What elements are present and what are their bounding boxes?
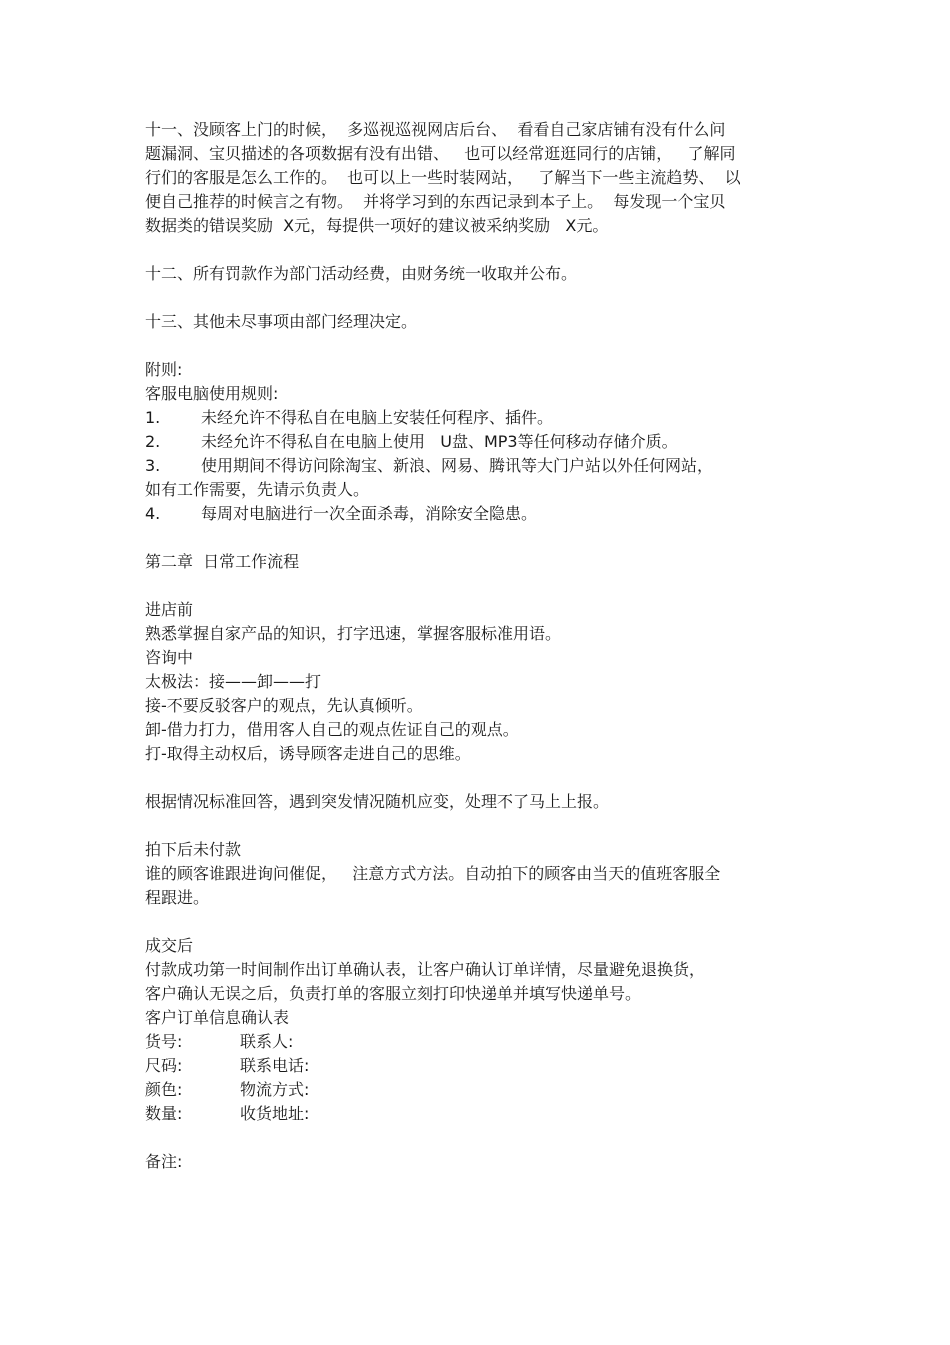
list-item <box>145 406 825 430</box>
sec12-paragraph: 十二、所有罚款作为部门活动经费，由财务统一收取并公布。 <box>145 264 578 283</box>
list-item-text: 未经允许不得私自在电脑上安装任何程序、插件。 <box>201 408 554 427</box>
form-title: 客户订单信息确认表 <box>145 1008 290 1027</box>
list-item-text: 使用期间不得访问除淘宝、新浪、网易、腾讯等大门户站以外任何网站， <box>201 456 714 475</box>
form-field-label: 联系电话: <box>240 1056 310 1075</box>
remark-label: 备注: <box>145 1152 183 1171</box>
form-field-label: 尺码: <box>145 1056 183 1075</box>
list-item-continuation: 如有工作需要，先请示负责人。 <box>145 480 370 499</box>
sec11-line-4: 便自己推荐的时候言之有物。 并将学习到的东西记录到本子上。 每发现一个宝贝 <box>145 192 726 211</box>
form-field-label: 联系人: <box>240 1032 294 1051</box>
step-jie: 接-不要反驳客户的观点，先认真倾听。 <box>145 696 423 715</box>
sec11-line-5: 数据类的错误奖励 X元，每提供一项好的建议被采纳奖励 X元。 <box>145 216 609 235</box>
form-row <box>145 1054 825 1078</box>
sec11-line-3: 行们的客服是怎么工作的。 也可以上一些时装网站， 了解当下一些主流趋势、 以 <box>145 168 741 187</box>
list-item-number: 1. <box>145 408 161 427</box>
form-field-label: 货号: <box>145 1032 183 1051</box>
appendix-title: 附则: <box>145 360 183 379</box>
deal-line-2: 客户确认无误之后，负责打单的客服立刻打印快递单并填写快递单号。 <box>145 984 642 1003</box>
document-page <box>145 118 825 1174</box>
heading-before-entry: 进店前 <box>145 600 194 619</box>
appendix-subtitle: 客服电脑使用规则: <box>145 384 279 403</box>
list-item <box>145 430 825 454</box>
list-item <box>145 502 825 526</box>
chapter-title: 第二章 日常工作流程 <box>145 552 300 571</box>
form-field-label: 物流方式: <box>240 1080 310 1099</box>
form-row <box>145 1030 825 1054</box>
step-xie: 卸-借力打力，借用客人自己的观点佐证自己的观点。 <box>145 720 519 739</box>
heading-consulting: 咨询中 <box>145 648 194 667</box>
list-item-number: 3. <box>145 456 161 475</box>
unpaid-line-1: 谁的顾客谁跟进询问催促， 注意方式方法。自动拍下的顾客由当天的值班客服全 <box>145 864 721 883</box>
sec11-line-2: 题漏洞、宝贝描述的各项数据有没有出错、 也可以经常逛逛同行的店铺， 了解同 <box>145 144 736 163</box>
form-row <box>145 1078 825 1102</box>
heading-deal: 成交后 <box>145 936 194 955</box>
deal-line-1: 付款成功第一时间制作出订单确认表，让客户确认订单详情，尽量避免退换货， <box>145 960 706 979</box>
taiji-method: 太极法：接——卸——打 <box>145 672 322 691</box>
form-row <box>145 1102 825 1126</box>
form-field-label: 数量: <box>145 1104 183 1123</box>
list-item <box>145 454 825 478</box>
list-item-text: 每周对电脑进行一次全面杀毒，消除安全隐患。 <box>201 504 538 523</box>
list-item-number: 2. <box>145 432 161 451</box>
unpaid-line-2: 程跟进。 <box>145 888 210 907</box>
form-field-label: 收货地址: <box>240 1104 310 1123</box>
sec13-paragraph: 十三、其他未尽事项由部门经理决定。 <box>145 312 418 331</box>
list-item-number: 4. <box>145 504 161 523</box>
list-item-text: 未经允许不得私自在电脑上使用 U盘、MP3等任何移动存储介质。 <box>201 432 678 451</box>
heading-unpaid: 拍下后未付款 <box>145 840 242 859</box>
step-da: 打-取得主动权后，诱导顾客走进自己的思维。 <box>145 744 471 763</box>
answer-guideline: 根据情况标准回答，遇到突发情况随机应变，处理不了马上上报。 <box>145 792 610 811</box>
sec11-line-1: 十一、没顾客上门的时候， 多巡视巡视网店后台、 看看自己家店铺有没有什么问 <box>145 120 726 139</box>
form-field-label: 颜色: <box>145 1080 183 1099</box>
before-entry-text: 熟悉掌握自家产品的知识，打字迅速，掌握客服标准用语。 <box>145 624 562 643</box>
